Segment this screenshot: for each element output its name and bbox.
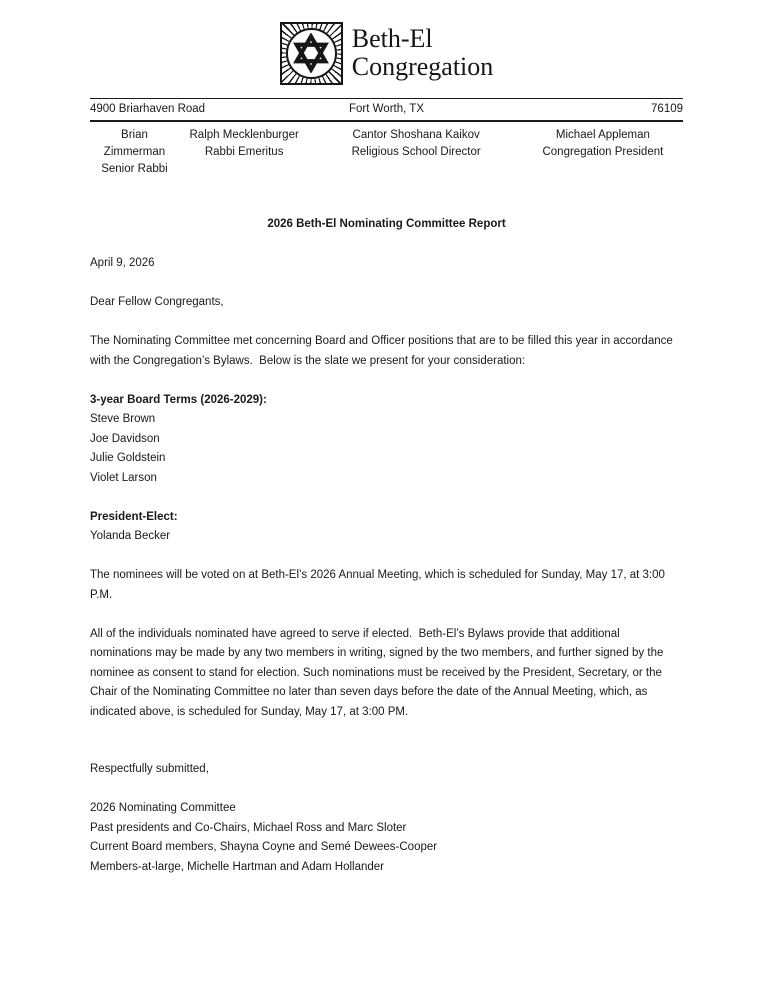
voting-paragraph: The nominees will be voted on at Beth-El’s 2026 Annual Meeting, which is scheduled for Sunday, May 17, at 3:00 P.M.	[90, 569, 669, 601]
president-elect-heading: President-Elect:	[90, 510, 178, 523]
committee-member: Current Board members, Shayna Coyne and Semé Dewees-Cooper	[90, 841, 438, 853]
staff-title: Congregation President	[542, 146, 664, 158]
staff-title: Religious School Director	[351, 146, 481, 158]
logo-circle	[286, 28, 337, 79]
committee-member: Members-at-large, Michelle Hartman and Adam Hollander	[90, 860, 385, 873]
intro-paragraph: The Nominating Committee met concerning Board and Officer positions that are to be filled this year in accordance with the Congregation’s Bylaws. Below is the slate we present for your consideration:	[90, 335, 676, 367]
staff-member	[179, 127, 309, 178]
staff-title: Rabbi Emeritus	[204, 146, 284, 158]
staff-member	[309, 127, 522, 178]
staff-name: Ralph Mecklenburger	[189, 129, 299, 141]
staff-member	[523, 127, 683, 178]
congregation-name-line2: Congregation	[351, 52, 494, 81]
board-terms-heading: 3-year Board Terms (2026-2029):	[90, 393, 267, 406]
president-elect-nominee: Yolanda Becker	[90, 530, 171, 542]
salutation: Dear Fellow Congregants,	[90, 296, 224, 308]
star-of-david-glyph	[291, 33, 331, 73]
president-elect-section	[90, 508, 683, 547]
letter-title: 2026 Beth-El Nominating Committee Report	[267, 218, 506, 230]
congregation-name	[352, 25, 494, 81]
staff-name: Michael Appleman	[555, 129, 650, 141]
letter-body	[90, 215, 683, 877]
bylaws-paragraph: All of the individuals nominated have agreed to serve if elected. Beth-El’s Bylaws provide that additional nominations may be made by any two members in writing, signed by the two members, and further signed by the nominee as consent to stand for election. Such nominations must be received by the President, Secretary, or the Chair of the Nominating Committee no later than seven days before the date of the Annual Meeting, which, as indicated above, is scheduled for Sunday, May 17, at 3:00 PM.	[90, 627, 667, 718]
committee-signature	[90, 799, 683, 877]
committee-name: 2026 Nominating Committee	[90, 802, 236, 814]
street-address: 4900 Briarhaven Road	[90, 103, 206, 115]
congregation-logo	[90, 20, 683, 86]
committee-member: Past presidents and Co-Chairs, Michael Ross and Marc Sloter	[90, 821, 407, 834]
board-nominee: Violet Larson	[90, 471, 157, 484]
letter-date: April 9, 2026	[90, 257, 155, 269]
address-bar	[90, 98, 683, 122]
staff-name: Cantor Shoshana Kaikov	[352, 129, 480, 141]
board-terms-section	[90, 391, 683, 489]
board-nominee: Julie Goldstein	[90, 452, 166, 464]
city-state: Fort Worth, TX	[349, 103, 424, 115]
staff-member	[90, 127, 179, 178]
zip-code: 76109	[651, 103, 684, 115]
congregation-name-line1: Beth-El	[351, 24, 433, 53]
board-nominee: Joe Davidson	[90, 432, 160, 445]
board-nominee: Steve Brown	[90, 413, 156, 425]
letterhead	[90, 20, 683, 178]
staff-name: Brian Zimmerman	[103, 129, 166, 158]
staff-directory	[90, 122, 683, 178]
closing: Respectfully submitted,	[90, 763, 209, 775]
star-of-david-icon	[280, 22, 343, 85]
staff-title: Senior Rabbi	[101, 163, 168, 175]
